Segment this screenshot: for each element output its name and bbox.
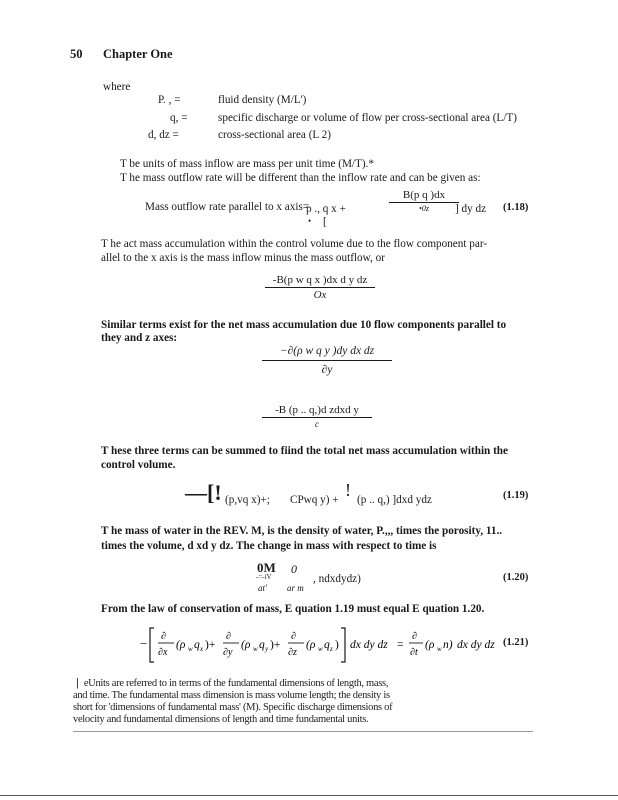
eq119-lead: —[! (185, 480, 222, 505)
para5-line1: T he mass of water in the REV. M, is the density of water, P.,,, times the porosity, 11.. (101, 525, 503, 537)
svg-text:∂: ∂ (412, 631, 417, 642)
def-symbol-2: q, = (170, 112, 188, 124)
eq119-number: (1.19) (503, 490, 529, 501)
svg-text:∂t: ∂t (410, 647, 418, 658)
def-symbol-1: P. , = (158, 94, 181, 106)
eq119-term4: (p .. q,) ]dxd ydz (357, 494, 432, 506)
svg-text:(ρ: (ρ (306, 639, 316, 651)
svg-text:w: w (437, 645, 442, 653)
svg-text:w: w (253, 645, 258, 653)
para5-line2: times the volume, d xd y dz. The change in mass with respect to time is (101, 540, 437, 552)
para2-line1: T he act mass accumulation within the control volume due to the flow component par- (101, 238, 488, 250)
para4-line2: control volume. (101, 459, 176, 471)
eq120-tail: , ndxdydz) (313, 573, 361, 585)
accumulation-x-num: -B(p w q x )dx d y dz (265, 274, 375, 288)
svg-text:∂: ∂ (226, 631, 231, 642)
eq120-zero: 0 (291, 562, 297, 576)
footnote-line3: short for 'dimensions of fundamental mass' (M). Specific discharge dimensions of (73, 702, 393, 713)
svg-text:q: q (194, 639, 200, 651)
eq120-den2: ar m (287, 583, 304, 593)
svg-text:)+: )+ (270, 639, 281, 651)
eq118-bracket: [ (323, 216, 327, 228)
svg-text:∂y: ∂y (223, 647, 233, 658)
eq120-number: (1.20) (503, 572, 529, 583)
chapter-title: Chapter One (103, 47, 173, 61)
eq118-frac-num: B(p q )dx (389, 189, 459, 203)
accumulation-z-num: -B (p .. q,)d zdxd y (262, 404, 372, 418)
eq118-number: (1.18) (503, 202, 529, 213)
def-symbol-3: d, dz = (148, 129, 179, 141)
svg-text:∂: ∂ (291, 631, 296, 642)
accumulation-x-fraction (265, 274, 375, 301)
svg-text:y: y (265, 645, 269, 653)
def-text-3: cross-sectional area (L 2) (218, 129, 331, 141)
page-number: 50 (70, 47, 83, 61)
accumulation-z-fraction (262, 404, 372, 429)
eq118-fraction (389, 189, 459, 213)
def-text-2: specific discharge or volume of flow per cross-sectional area (L/T) (218, 112, 517, 124)
accumulation-y-num: −∂(ρ w q y )dy dx dz (262, 345, 392, 361)
eq121-expression (140, 622, 495, 666)
svg-text:n): n) (443, 639, 453, 651)
svg-text:∂z: ∂z (288, 647, 297, 658)
eq118-frac-den: •0z (419, 204, 429, 213)
eq120-sub: -=-iV (256, 573, 272, 581)
accumulation-y-den: ∂y (321, 364, 333, 376)
eq118-bullet: • (308, 216, 312, 226)
accumulation-x-den: Ox (313, 289, 327, 301)
footnote-line2: and time. The fundamental mass dimension is mass volume length; the density is (73, 690, 390, 701)
svg-text:−: − (140, 636, 148, 651)
svg-text:q: q (324, 639, 330, 651)
svg-text:q: q (259, 639, 265, 651)
para4-line1: T hese three terms can be summed to fiind the total net mass accumulation within the (101, 445, 508, 457)
eq118-tail: ] dy dz (455, 203, 487, 215)
page-bottom-rule (0, 795, 618, 796)
def-text-1: fluid density (M/L') (218, 94, 307, 106)
svg-text:(ρ: (ρ (425, 639, 435, 651)
svg-text:(ρ: (ρ (241, 639, 251, 651)
svg-text:∂x: ∂x (158, 647, 168, 658)
para3-line2: they and z axes: (101, 332, 178, 344)
svg-text:w: w (188, 645, 193, 653)
para6: From the law of conservation of mass, E quation 1.19 must equal E quation 1.20. (101, 603, 485, 615)
svg-text:dx dy dz: dx dy dz (457, 639, 495, 651)
footnote-line4: velocity and fundamental dimensions of length and time fundamental units. (73, 714, 369, 725)
svg-text:=: = (397, 639, 404, 651)
eq118-term1: p ., q x + (306, 203, 346, 215)
svg-text:dx dy dz: dx dy dz (350, 639, 388, 651)
para1-line2: T he mass outflow rate will be different than the inflow rate and can be given as: (120, 172, 481, 184)
eq119-term2: CPwq y) + (290, 494, 339, 506)
accumulation-y-fraction (262, 345, 392, 376)
eq119-term3: ! (345, 480, 351, 500)
para3-line1: Similar terms exist for the net mass accumulation due 10 flow components parallel to (101, 319, 507, 331)
svg-text:z: z (330, 645, 333, 653)
svg-text:x: x (200, 645, 204, 653)
para1-line1: T be units of mass inflow are mass per unit time (M/T).* (120, 158, 374, 170)
eq121-number: (1.21) (503, 637, 529, 648)
accumulation-z-den: c (315, 419, 319, 429)
footnote-rule (73, 731, 533, 732)
where-label: where (103, 81, 131, 93)
eq120-top: 0M (257, 560, 276, 575)
svg-text:∂: ∂ (161, 631, 166, 642)
eq120-den1: at' (258, 583, 267, 593)
svg-text:)+: )+ (205, 639, 216, 651)
eq121-svg (140, 622, 495, 666)
para2-line2: allel to the x axis is the mass inflow minus the mass outflow, or (101, 252, 385, 264)
svg-text:): ) (335, 639, 339, 651)
svg-text:(ρ: (ρ (176, 639, 186, 651)
footnote-line1: ❘ eUnits are referred to in terms of the fundamental dimensions of length, mass, (73, 678, 389, 689)
eq119-term1: (p,vq x)+; (225, 494, 270, 506)
eq118-lhs: Mass outflow rate parallel to x axis= (145, 201, 310, 213)
svg-text:w: w (318, 645, 323, 653)
